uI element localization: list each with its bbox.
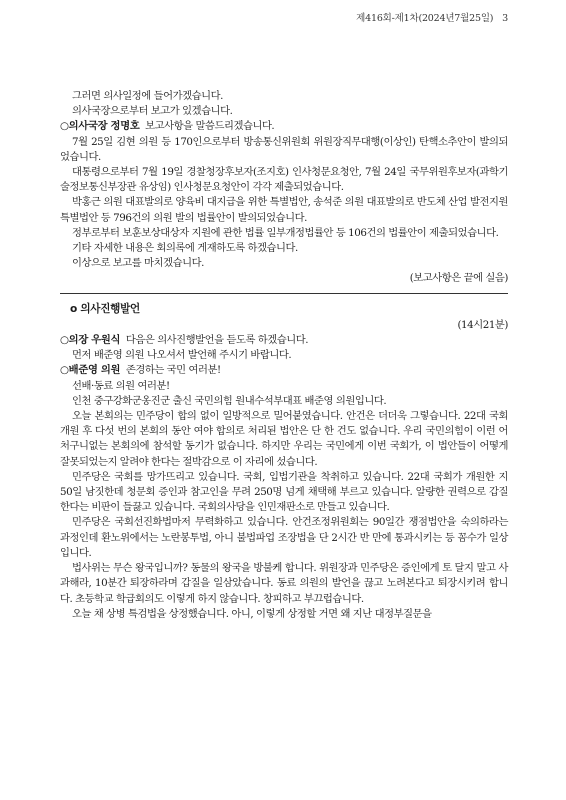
speaker-line xyxy=(60,363,508,378)
speaker-name: ○의사국장 정명호 xyxy=(60,120,140,133)
paragraph: 민주당은 국회선진화법마저 무력화하고 있습니다. 안건조정위원회는 90일간 쟁점법안을 숙의하라는 과정인데 환노위에서는 노란봉투법, 아니 불법파업 조장법을 단 2시간 반 만에 통과시키는 등 꼼수가 일상입니다. xyxy=(60,516,508,559)
paragraph: 대통령으로부터 7월 19일 경찰청장후보자(조지호) 인사청문요청안, 7월 24일 국무위원후보자(과학기술정보통신부장관 유상임) 인사청문요청안이 각각 제출되었습니다. xyxy=(60,166,508,194)
page-header xyxy=(356,10,508,24)
paragraph: 그러면 의사일정에 들어가겠습니다. xyxy=(72,90,223,102)
paragraph: 7월 25일 김현 의원 등 170인으로부터 방송통신위원회 위원장직무대행(이상인) 탄핵소추안이 발의되었습니다. xyxy=(60,135,508,163)
paragraph: 오늘 채 상병 특검법을 상정했습니다. 아니, 이렇게 상정할 거면 왜 지난 대정부질문을 xyxy=(72,607,432,620)
paragraph: 박홍근 의원 대표발의로 양육비 대지급을 위한 특별법안, 송석준 의원 대표발의로 반도체 산업 발전지원 특별법안 등 796건의 의원 발의 법률안이 발의되었습니다. xyxy=(60,196,508,224)
paragraph: 인천 중구강화군옹진군 출신 국민의힘 원내수석부대표 배준영 의원입니다. xyxy=(72,394,387,407)
section-title: o 의사진행발언 xyxy=(70,302,140,315)
speaker-text: 존경하는 국민 여러분! xyxy=(125,364,221,377)
paragraph: 정부로부터 보훈보상대상자 지원에 관한 법률 일부개정법률안 등 106건의 법률안이 제출되었습니다. xyxy=(72,226,499,239)
page-number: 3 xyxy=(502,13,508,24)
paragraph: 기타 자세한 내용은 회의록에 게재하도록 하겠습니다. xyxy=(72,242,298,255)
paragraph: 먼저 배준영 의원 나오셔서 발언해 주시기 바랍니다. xyxy=(72,349,292,362)
speaker-name: ○의장 우원식 xyxy=(60,334,121,347)
paragraph: 민주당은 국회를 망가뜨리고 있습니다. 국회, 입법기관을 착취하고 있습니다. 22대 국회가 개원한 지 50일 남짓한데 청문회 증인과 참고인을 무려 250명 넘게 채택해 부르고 있습니다. 알량한 권력으로 갑질한다는 비판이 들끓고 있습니다. 국회의사당을 인민재판소로 만들고 있습니다. xyxy=(60,470,508,514)
document-body xyxy=(60,89,508,622)
section-divider xyxy=(60,293,508,294)
timestamp: (14시21분) xyxy=(457,318,508,331)
paragraph: 의사국장으로부터 보고가 있겠습니다. xyxy=(72,105,233,118)
paragraph: 선배·동료 의원 여러분! xyxy=(72,379,170,392)
session-info: 제416회-제1차(2024년7월25일) xyxy=(356,13,494,24)
speaker-line xyxy=(60,119,508,134)
paragraph: 오늘 본회의는 민주당이 합의 없이 일방적으로 밀어붙였습니다. 안건은 더더욱 그렇습니다. 22대 국회 개원 후 다섯 번의 본회의 동안 여야 합의로 처리된 법안은 단 한 건도 없습니다. 우리 국민의힘이 이런 어처구니없는 본회의에 참석할 동기가 없습니다. 하지만 우리는 국민에게 이번 국회가, 이 법안들이 어떻게 잘못되었는지 알려야 한다는 절박감으로 이 자리에 섰습니다. xyxy=(60,410,508,468)
paragraph: 법사위는 무슨 왕국입니까? 동물의 왕국을 방불케 합니다. 위원장과 민주당은 증인에게 토 달지 말고 사과해라, 10분간 퇴장하라며 갑질을 일삼았습니다. 동료 의원의 발언을 끊고 노려본다고 퇴장시키려 합니다. 초등학교 학급회의도 이렇게 하지 않습니다. 창피하고 부끄럽습니다. xyxy=(60,562,508,605)
paragraph: 이상으로 보고를 마치겠습니다. xyxy=(72,257,204,270)
report-note: (보고사항은 끝에 실음) xyxy=(409,272,508,285)
speaker-line xyxy=(60,333,508,348)
speaker-text: 보고사항을 말씀드리겠습니다. xyxy=(145,120,275,133)
speaker-name: ○배준영 의원 xyxy=(60,364,121,377)
speaker-text: 다음은 의사진행발언을 듣도록 하겠습니다. xyxy=(125,334,309,347)
